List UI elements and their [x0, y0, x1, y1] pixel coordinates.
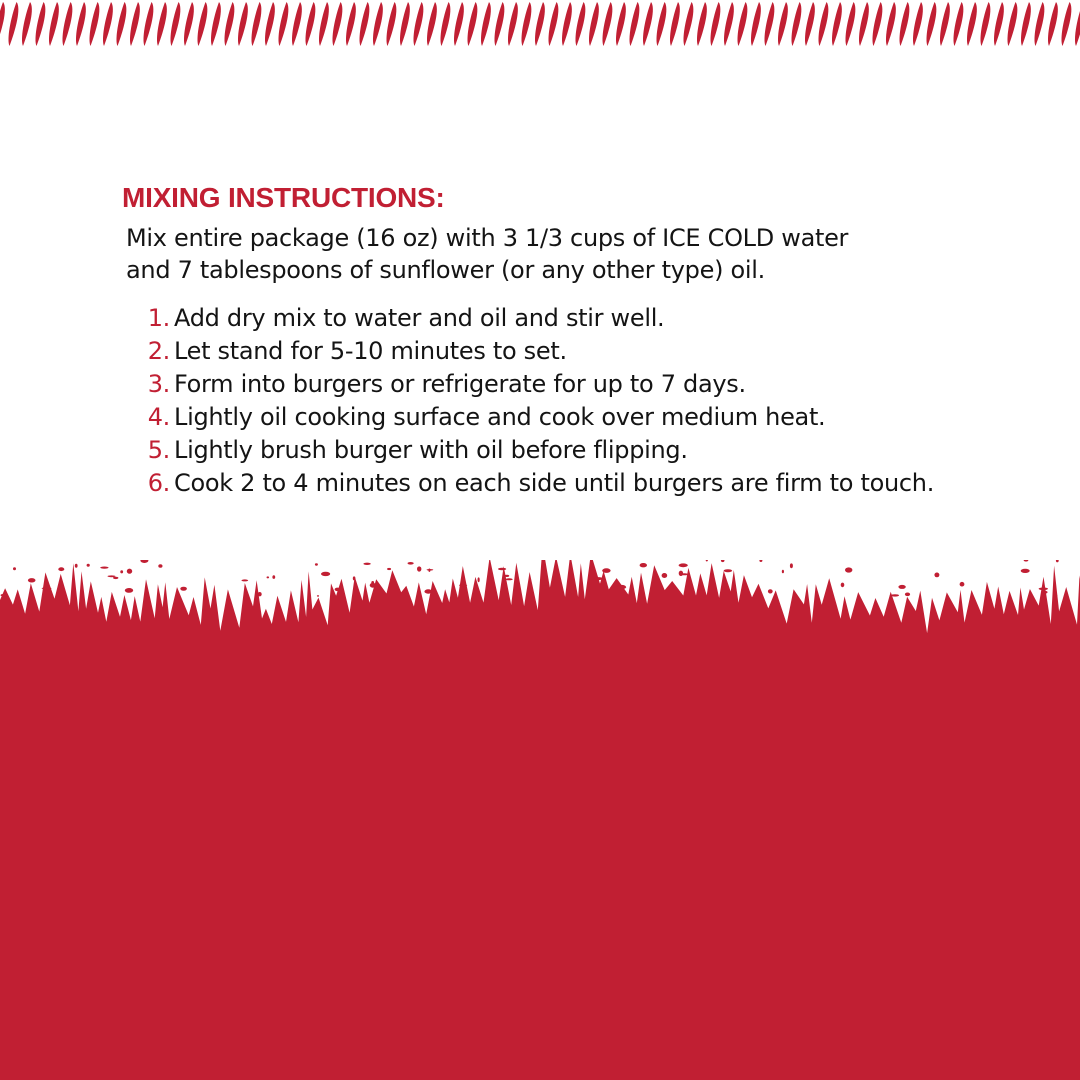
step-item — [122, 335, 962, 368]
instructions-intro — [126, 222, 962, 286]
step-number: 5. — [147, 436, 170, 464]
step-number: 6. — [147, 469, 170, 497]
step-item — [122, 368, 962, 401]
step-number: 1. — [147, 304, 170, 332]
step-item — [122, 467, 962, 500]
step-text: Let stand for 5-10 minutes to set. — [174, 337, 567, 365]
instructions-heading: MIXING INSTRUCTIONS: — [122, 182, 445, 213]
step-number: 4. — [147, 403, 170, 431]
step-text: Lightly oil cooking surface and cook over medium heat. — [174, 403, 826, 431]
brush-stroke-field-decoration — [0, 560, 1080, 1080]
intro-line: and 7 tablespoons of sunflower (or any other type) oil. — [126, 256, 765, 284]
mixing-instructions-section — [122, 180, 962, 500]
step-item — [122, 434, 962, 467]
step-text: Form into burgers or refrigerate for up to 7 days. — [174, 370, 746, 398]
rope-border-decoration — [0, 0, 1080, 50]
step-item — [122, 401, 962, 434]
intro-line: Mix entire package (16 oz) with 3 1/3 cups of ICE COLD water — [126, 224, 849, 252]
step-item — [122, 302, 962, 335]
step-text: Lightly brush burger with oil before flipping. — [174, 436, 688, 464]
steps-list — [122, 302, 962, 500]
step-number: 3. — [147, 370, 170, 398]
step-text: Cook 2 to 4 minutes on each side until burgers are firm to touch. — [174, 469, 935, 497]
step-text: Add dry mix to water and oil and stir well. — [174, 304, 665, 332]
step-number: 2. — [147, 337, 170, 365]
